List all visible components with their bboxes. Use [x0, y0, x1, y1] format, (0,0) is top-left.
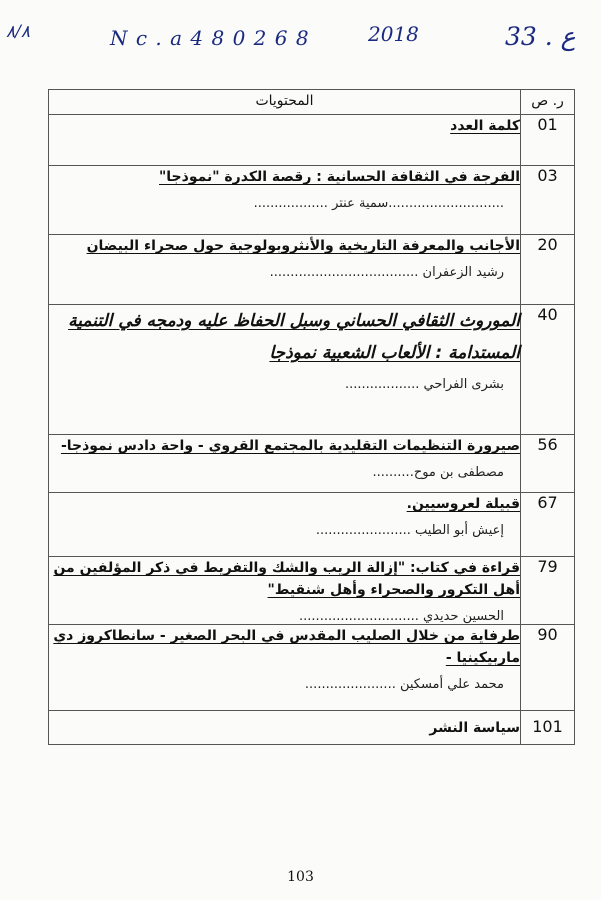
entry-cell: [49, 305, 521, 435]
table-row: [49, 235, 575, 305]
table-header-row: [49, 90, 575, 115]
entry-page: 90: [521, 625, 575, 711]
entry-title: الفرجة في الثقافة الحسانية : رقصة الكدرة "نموذجا": [159, 169, 520, 185]
entry-author: بشرى الفراحي ..................: [344, 377, 504, 392]
table-row: [49, 625, 575, 711]
entry-author: ............................سمية عنتر ..................: [253, 196, 504, 211]
entry-cell: [49, 711, 521, 745]
entry-title: قبيلة لعروسيين.: [406, 496, 520, 512]
contents-heading: المحتويات: [49, 90, 521, 115]
table-row: [49, 711, 575, 745]
entry-author: رشيد الزعفران ....................................: [269, 265, 504, 280]
entry-title: الأجانب والمعرفة التاريخية والأنثروبولوجية حول صحراء البيضان: [86, 238, 520, 254]
entry-cell: [49, 166, 521, 235]
entry-author: محمد علي أمسكين ......................: [304, 677, 504, 692]
handwritten-call-number: N c . a 4 8 0 2 6 8: [110, 26, 310, 50]
entry-cell: [49, 493, 521, 557]
handwritten-year: 2018: [368, 22, 419, 46]
entry-title: قراءة في كتاب: "إزالة الريب والشك والتفريط في ذكر المؤلفين من أهل التكرور والصحراء وأهل شنقيط": [53, 560, 520, 598]
entry-author: إعيش أبو الطيب .......................: [315, 523, 504, 538]
handwritten-note-left: ۸/۸: [6, 22, 30, 42]
entry-cell: [49, 435, 521, 493]
entry-page: 01: [521, 115, 575, 166]
contents-table: [48, 89, 575, 745]
entry-author: مصطفى بن موح..........: [372, 465, 504, 480]
entry-page: 20: [521, 235, 575, 305]
entry-cell: [49, 557, 521, 625]
entry-page: 56: [521, 435, 575, 493]
entry-title: صيرورة التنظيمات التقليدية بالمجتمع القروي - واحة دادس نموذجا-: [60, 438, 520, 454]
entry-title: طرفاية من خلال الصليب المقدس في البحر الصغير - سانطاكروز دي ماربيكينيا -: [53, 628, 520, 666]
entry-cell: [49, 625, 521, 711]
entry-page: 40: [521, 305, 575, 435]
entry-cell: [49, 235, 521, 305]
table-row: [49, 305, 575, 435]
table-row: [49, 115, 575, 166]
page-number: 103: [287, 869, 314, 885]
entry-page: 67: [521, 493, 575, 557]
handwritten-issue-number: 33 . ع: [505, 22, 576, 51]
entry-page: 79: [521, 557, 575, 625]
entry-cell: [49, 115, 521, 166]
table-row: [49, 557, 575, 625]
entry-author: الحسين حديدي .............................: [299, 609, 504, 624]
table-row: [49, 166, 575, 235]
table-row: [49, 435, 575, 493]
entry-page: 101: [521, 711, 575, 745]
entry-title: الموروث الثقافي الحساني وسبل الحفاظ عليه ودمجه في التنمية المستدامة : الألعاب الشعبية نموذجا: [68, 311, 520, 363]
entry-title: كلمة العدد: [450, 118, 520, 134]
entry-page: 03: [521, 166, 575, 235]
entry-title: سياسة النشر: [429, 720, 520, 736]
table-row: [49, 493, 575, 557]
page-column-heading: ر. ص: [521, 90, 575, 115]
